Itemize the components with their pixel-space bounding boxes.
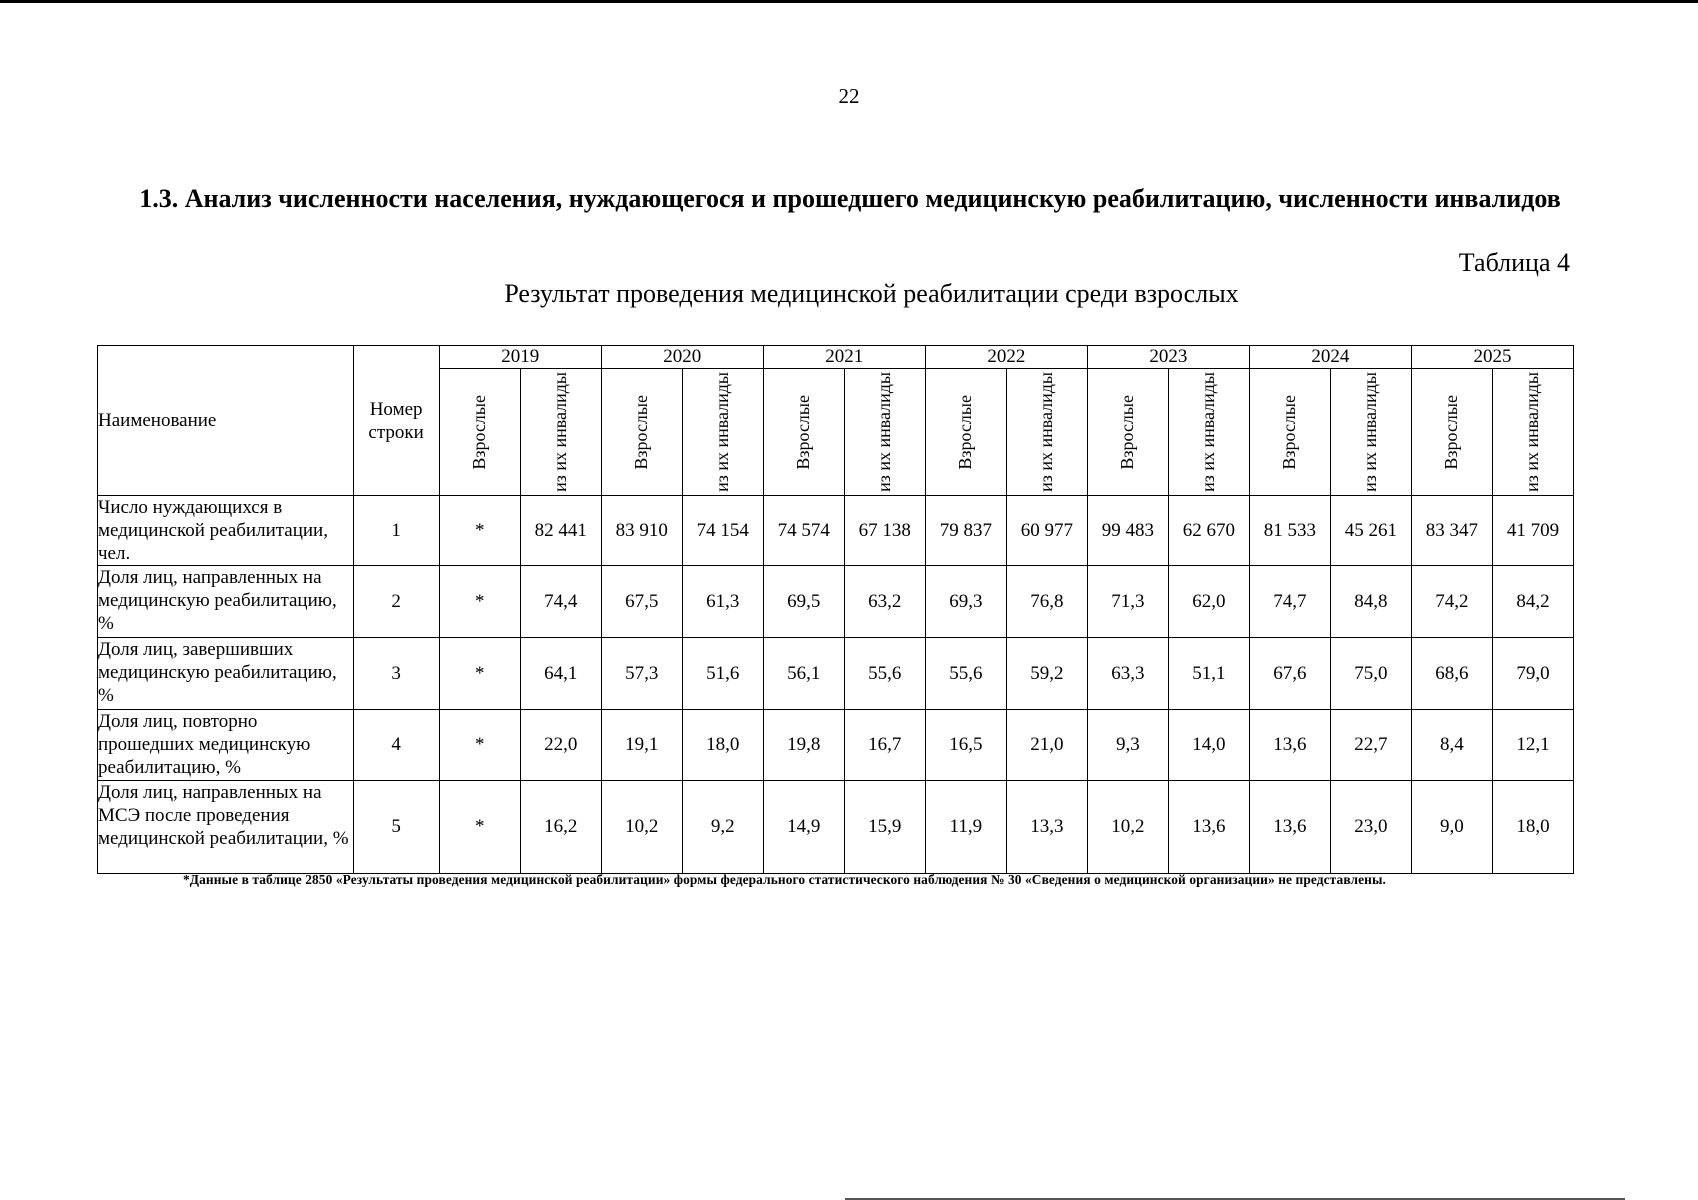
row-name: Число нуждающихся в медицинской реабилитации, чел. — [98, 496, 354, 566]
cell-value: 13,6 — [1249, 710, 1330, 781]
cell-value: 19,8 — [763, 710, 844, 781]
cell-value: 22,7 — [1330, 710, 1411, 781]
cell-value: 59,2 — [1006, 638, 1087, 710]
cell-value: * — [439, 638, 520, 710]
cell-value: 10,2 — [601, 781, 682, 874]
row-number: 3 — [353, 638, 439, 710]
subheader-disabled: из их инвалиды — [1168, 369, 1249, 496]
cell-value: 18,0 — [1492, 781, 1573, 874]
cell-value: 84,2 — [1492, 566, 1573, 638]
cell-value: 61,3 — [682, 566, 763, 638]
cell-value: 60 977 — [1006, 496, 1087, 566]
year-header: 2019 — [439, 346, 601, 369]
cell-value: 62,0 — [1168, 566, 1249, 638]
cell-value: * — [439, 710, 520, 781]
page-number: 22 — [838, 84, 860, 108]
cell-value: 23,0 — [1330, 781, 1411, 874]
subheader-disabled: из их инвалиды — [1492, 369, 1573, 496]
cell-value: 69,3 — [925, 566, 1006, 638]
table-row — [98, 496, 1574, 566]
cell-value: 55,6 — [844, 638, 925, 710]
subheader-adults: Взрослые — [763, 369, 844, 496]
cell-value: 63,2 — [844, 566, 925, 638]
cell-value: 51,6 — [682, 638, 763, 710]
cell-value: 63,3 — [1087, 638, 1168, 710]
page-top-border — [0, 0, 1698, 3]
cell-value: 74,2 — [1411, 566, 1492, 638]
cell-value: 79 837 — [925, 496, 1006, 566]
cell-value: 12,1 — [1492, 710, 1573, 781]
cell-value: 15,9 — [844, 781, 925, 874]
subheader-disabled: из их инвалиды — [1330, 369, 1411, 496]
cell-value: 51,1 — [1168, 638, 1249, 710]
cell-value: 8,4 — [1411, 710, 1492, 781]
cell-value: 67,5 — [601, 566, 682, 638]
cell-value: 10,2 — [1087, 781, 1168, 874]
cell-value: 11,9 — [925, 781, 1006, 874]
row-number: 4 — [353, 710, 439, 781]
cell-value: 83 347 — [1411, 496, 1492, 566]
cell-value: 76,8 — [1006, 566, 1087, 638]
subheader-disabled: из их инвалиды — [844, 369, 925, 496]
subheader-adults: Взрослые — [1411, 369, 1492, 496]
cell-value: 64,1 — [520, 638, 601, 710]
row-number: 1 — [353, 496, 439, 566]
table-label: Таблица 4 — [1458, 248, 1570, 277]
subheader-adults: Взрослые — [925, 369, 1006, 496]
cell-value: 13,6 — [1249, 781, 1330, 874]
rehabilitation-table — [97, 345, 1574, 874]
cell-value: 55,6 — [925, 638, 1006, 710]
cell-value: 62 670 — [1168, 496, 1249, 566]
row-name: Доля лиц, повторно прошедших медицинскую реабилитацию, % — [98, 710, 354, 781]
year-header: 2021 — [763, 346, 925, 369]
column-header-name: Наименование — [98, 346, 354, 496]
table-caption: Результат проведения медицинской реабилитации среди взрослых — [504, 279, 1239, 308]
cell-value: 19,1 — [601, 710, 682, 781]
subheader-adults: Взрослые — [1087, 369, 1168, 496]
row-name: Доля лиц, завершивших медицинскую реабилитацию, % — [98, 638, 354, 710]
cell-value: 14,0 — [1168, 710, 1249, 781]
year-header: 2024 — [1249, 346, 1411, 369]
cell-value: 14,9 — [763, 781, 844, 874]
cell-value: 74,4 — [520, 566, 601, 638]
cell-value: 57,3 — [601, 638, 682, 710]
cell-value: 74 574 — [763, 496, 844, 566]
cell-value: 82 441 — [520, 496, 601, 566]
row-name: Доля лиц, направленных на МСЭ после проведения медицинской реабилитации, % — [98, 781, 354, 874]
cell-value: 16,5 — [925, 710, 1006, 781]
cell-value: 84,8 — [1330, 566, 1411, 638]
cell-value: 67,6 — [1249, 638, 1330, 710]
cell-value: * — [439, 566, 520, 638]
cell-value: 71,3 — [1087, 566, 1168, 638]
cell-value: 99 483 — [1087, 496, 1168, 566]
cell-value: 74 154 — [682, 496, 763, 566]
year-header: 2025 — [1411, 346, 1573, 369]
year-header: 2023 — [1087, 346, 1249, 369]
subheader-adults: Взрослые — [439, 369, 520, 496]
cell-value: 83 910 — [601, 496, 682, 566]
year-header: 2020 — [601, 346, 763, 369]
column-header-row-number: Номер строки — [353, 346, 439, 496]
row-number: 2 — [353, 566, 439, 638]
cell-value: 13,6 — [1168, 781, 1249, 874]
table-row — [98, 566, 1574, 638]
cell-value: 21,0 — [1006, 710, 1087, 781]
row-number: 5 — [353, 781, 439, 874]
table-row — [98, 710, 1574, 781]
section-title: 1.3. Анализ численности населения, нуждающегося и прошедшего медицинскую реабилитацию, численности инвалидов — [139, 184, 1561, 213]
cell-value: 75,0 — [1330, 638, 1411, 710]
cell-value: 9,3 — [1087, 710, 1168, 781]
table-row — [98, 781, 1574, 874]
cell-value: 41 709 — [1492, 496, 1573, 566]
cell-value: 18,0 — [682, 710, 763, 781]
subheader-adults: Взрослые — [1249, 369, 1330, 496]
cell-value: 22,0 — [520, 710, 601, 781]
cell-value: 69,5 — [763, 566, 844, 638]
cell-value: 67 138 — [844, 496, 925, 566]
subheader-disabled: из их инвалиды — [682, 369, 763, 496]
cell-value: 9,2 — [682, 781, 763, 874]
cell-value: 16,7 — [844, 710, 925, 781]
cell-value: 13,3 — [1006, 781, 1087, 874]
subheader-adults: Взрослые — [601, 369, 682, 496]
cell-value: 45 261 — [1330, 496, 1411, 566]
subheader-disabled: из их инвалиды — [520, 369, 601, 496]
year-header-row — [98, 346, 1574, 369]
cell-value: 79,0 — [1492, 638, 1573, 710]
row-name: Доля лиц, направленных на медицинскую реабилитацию, % — [98, 566, 354, 638]
cell-value: 74,7 — [1249, 566, 1330, 638]
cell-value: 9,0 — [1411, 781, 1492, 874]
year-header: 2022 — [925, 346, 1087, 369]
table-row — [98, 638, 1574, 710]
table-footnote: *Данные в таблице 2850 «Результаты проведения медицинской реабилитации» формы федерального статистического наблюдения № 30 «Сведения о медицинской организации» не представлены. — [183, 872, 1386, 887]
cell-value: 56,1 — [763, 638, 844, 710]
cell-value: 68,6 — [1411, 638, 1492, 710]
cell-value: * — [439, 781, 520, 874]
cell-value: * — [439, 496, 520, 566]
cell-value: 16,2 — [520, 781, 601, 874]
subheader-disabled: из их инвалиды — [1006, 369, 1087, 496]
cell-value: 81 533 — [1249, 496, 1330, 566]
